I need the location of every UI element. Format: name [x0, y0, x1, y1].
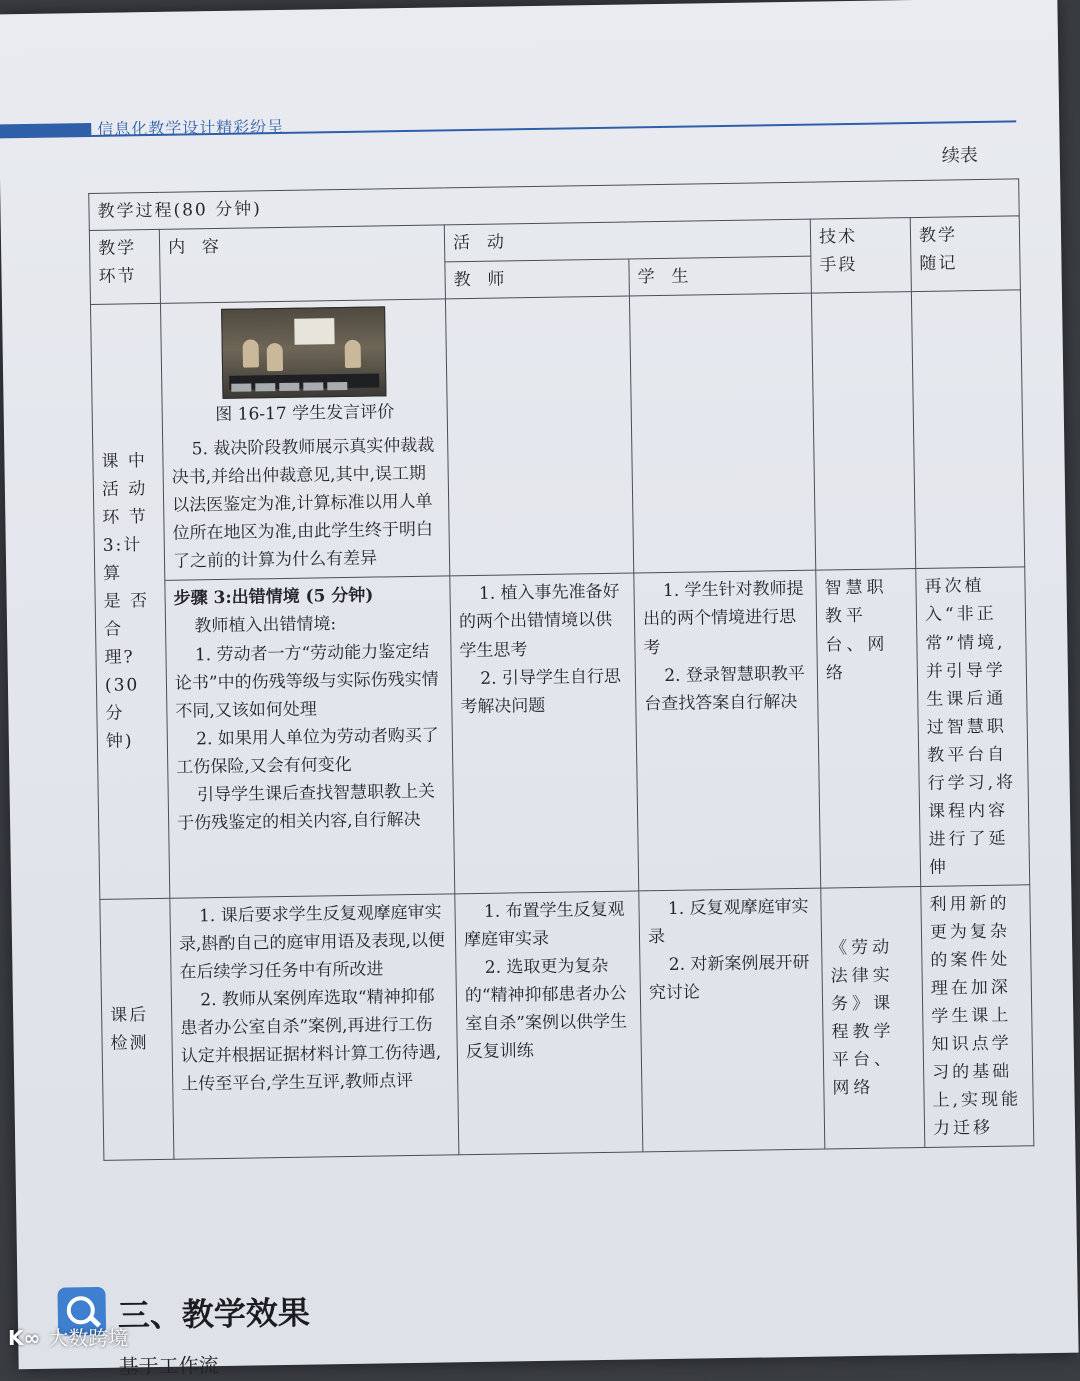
- running-header: 信息化教学设计精彩纷呈: [97, 116, 285, 139]
- classroom-photo: [221, 306, 386, 399]
- person-figure: [267, 343, 283, 371]
- section-title: 三、教学效果: [117, 1293, 311, 1335]
- score-band: [229, 374, 379, 390]
- process-title: 教学过程(80 分钟): [89, 179, 1019, 231]
- tech-cell: [811, 292, 915, 571]
- student-cell: [634, 571, 821, 891]
- table-row: [95, 567, 1030, 899]
- content-line: 1. 课后要求学生反复观摩庭审实录,斟酌自己的庭审用语及表现,以便在后续学习任务中有所改进: [178, 902, 445, 983]
- student-line: 2. 对新案例展开研究讨论: [648, 952, 810, 1004]
- person-figure: [243, 339, 259, 367]
- tech-cell: 智慧职教平台、网络: [816, 569, 921, 888]
- teacher-cell: [445, 296, 633, 576]
- watermark-logo-icon: K∞: [8, 1326, 41, 1350]
- notes-cell: [911, 290, 1024, 569]
- figure-caption: 图 16-17 学生发言评价: [215, 402, 395, 426]
- col-content-header: 内 容: [159, 225, 445, 304]
- person-figure: [345, 340, 361, 368]
- content-cell: [160, 299, 449, 581]
- lesson-table: [88, 178, 1034, 1161]
- content-cell: [170, 894, 459, 1160]
- col-stage-header: 教学 环节: [89, 229, 160, 304]
- header-accent-bar: [0, 123, 91, 138]
- teacher-cell: [455, 891, 643, 1155]
- stage-cell: 课 中 活 动 环 节 3:计算 是 否 合 理? (30 分 钟): [90, 304, 169, 900]
- content-paragraph: 5. 裁决阶段教师展示真实仲裁裁决书,并给出仲裁意见,其中,误工期以法医鉴定为准,计算标准以用人单位所在地区为准,由此学生终于明白了之前的计算为什么有差异: [171, 435, 435, 573]
- content-line: 引导学生课后查找智慧职教上关于伤残鉴定的相关内容,自行解决: [176, 781, 436, 834]
- section-footer: [17, 1248, 1079, 1379]
- col-notes-header: 教学 随记: [910, 216, 1020, 292]
- step-title: 步骤 3:出错情境 (5 分钟): [173, 585, 374, 610]
- student-cell: [629, 293, 815, 573]
- col-activity-header: 活 动: [444, 219, 811, 262]
- student-cell: [639, 888, 825, 1152]
- table-row: [100, 885, 1034, 1161]
- content-line: 1. 劳动者一方“劳动能力鉴定结论书”中的伤残等级与实际伤残实情不同,又该如何处理: [174, 641, 439, 722]
- teacher-line: 2. 选取更为复杂的“精神抑郁患者办公室自杀”案例以供学生反复训练: [464, 955, 628, 1063]
- table-row: [90, 290, 1024, 582]
- teacher-cell: [450, 573, 639, 893]
- student-line: 2. 登录智慧职教平台查找答案自行解决: [644, 663, 806, 714]
- content-line: 2. 如果用人单位为劳动者购买了工伤保险,又会有何变化: [176, 725, 439, 778]
- watermark: [8, 1322, 128, 1351]
- teacher-line: 1. 布置学生反复观摩庭审实录: [463, 899, 625, 951]
- col-tech-header: 技术 手段: [810, 218, 911, 294]
- continued-label: 续表: [941, 145, 978, 167]
- teacher-line: 2. 引导学生自行思考解决问题: [460, 666, 622, 717]
- student-line: 1. 学生针对教师提出的两个情境进行思考: [642, 579, 804, 658]
- col-student-header: 学 生: [629, 256, 812, 296]
- student-line: 1. 反复观摩庭审实录: [647, 896, 809, 948]
- projector-screen: [294, 318, 334, 345]
- teacher-line: 1. 植入事先准备好的两个出错情境以供学生思考: [458, 582, 620, 661]
- content-line: 2. 教师从案例库选取“精神抑郁患者办公室自杀”案例,再进行工伤认定并根据证据材料计算工伤待遇,上传至平台,学生互评,教师点评: [180, 986, 442, 1095]
- watermark-text: 大数跨境: [48, 1326, 129, 1350]
- stage-cell: 课后 检测: [100, 898, 174, 1160]
- notes-cell: 利用新的更为复杂的案件处理在加深学生课上知识点学习的基础上,实现能力迁移: [921, 885, 1034, 1148]
- cut-off-text: 基于工作流: [118, 1353, 219, 1379]
- tech-cell: 《劳动法律实务》课程教学平台、网络: [821, 886, 925, 1149]
- notes-cell: 再次植入“非正常”情境,并引导学生课后通过智慧职教平台自行学习,将课程内容进行了延伸: [916, 567, 1030, 886]
- content-cell: [165, 576, 455, 898]
- col-teacher-header: 教 师: [445, 259, 630, 299]
- content-line: 教师植入出错情境:: [194, 614, 337, 637]
